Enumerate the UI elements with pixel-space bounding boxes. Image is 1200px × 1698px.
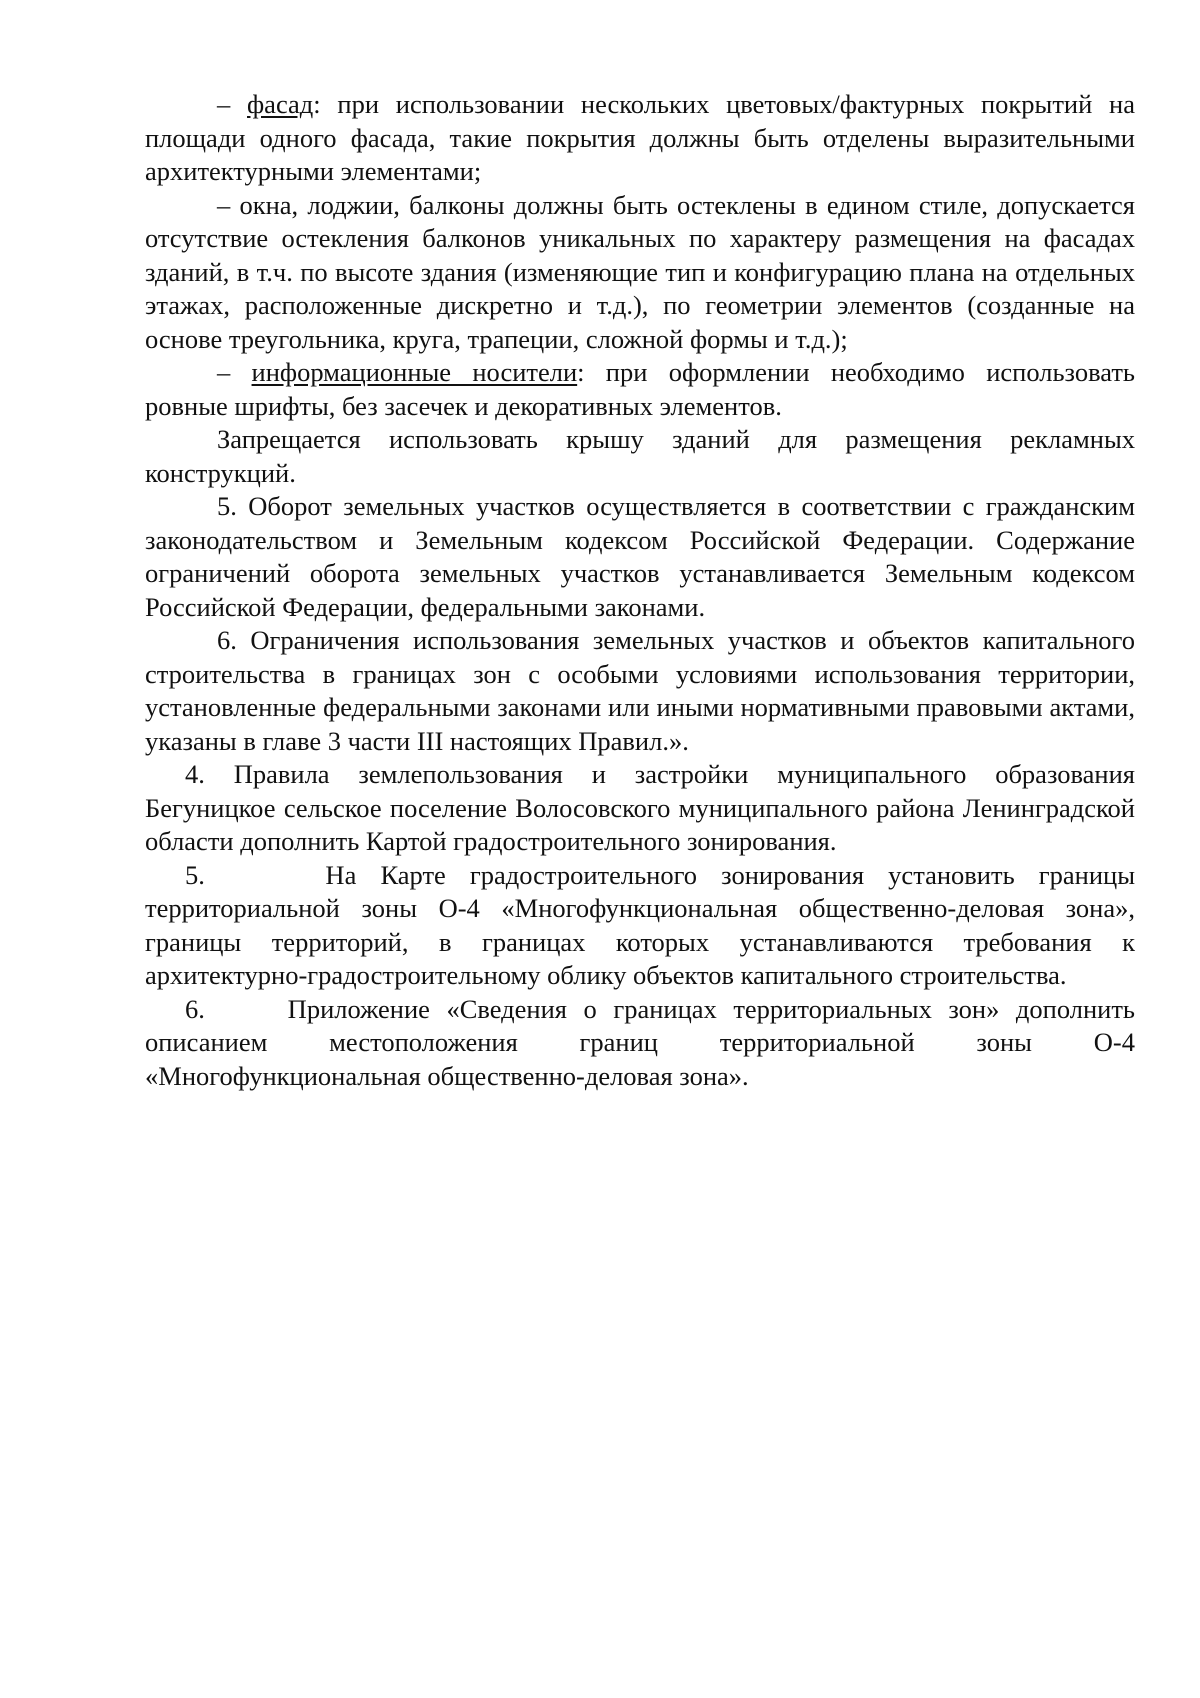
term-info-carriers: информационные носители (251, 357, 578, 387)
paragraph-facade (145, 88, 1135, 189)
paragraph-text: : при оформлении необходимо использовать ровные шрифты, без засечек и декоративных элементов. (145, 357, 1136, 421)
term-facade: фасад (247, 89, 314, 119)
paragraph-item-4-rules: 4. Правила землепользования и застройки муниципального образования Бегуницкое сельское поселение Волосовского муниципального района Ленинградской области дополнить Картой градостроительного зонирования. (145, 759, 1135, 856)
paragraph-item-6-restrictions: 6. Ограничения использования земельных участков и объектов капитального строительства в границах зон с особыми условиями использования территории, установленные федеральными законами или иными нормативными правовыми актами, указаны в главе 3 части III настоящих Правил.». (145, 625, 1135, 756)
paragraph-item-5-zoning-map: 5. На Карте градостроительного зонирования установить границы территориальной зоны О-4 «Многофункциональная общественно-деловая зона», границы территорий, в границах которых устанавливаются требования к архитектурно-градостроительному облику объектов капитального строительства. (145, 859, 1142, 990)
document-page (145, 88, 1142, 1093)
paragraph-info-carriers (145, 356, 1135, 423)
paragraph-item-5-land-turnover: 5. Оборот земельных участков осуществляется в соответствии с гражданским законодательством и Земельным кодексом Российской Федерации. Содержание ограничений оборота земельных участков устанавливается Земельным кодексом Российской Федерации, федеральными законами. (145, 491, 1135, 622)
paragraph-windows: – окна, лоджии, балконы должны быть остеклены в едином стиле, допускается отсутствие остекления балконов уникальных по характеру размещения на фасадах зданий, в т.ч. по высоте здания (изменяющие тип и конфигурацию плана на отдельных этажах, расположенные дискретно и т.д.), по геометрии элементов (созданные на основе треугольника, круга, трапеции, сложной формы и т.д.); (145, 189, 1135, 354)
paragraph-text: : при использовании нескольких цветовых/фактурных покрытий на площади одного фасада, такие покрытия должны быть отделены выразительными архитектурными элементами; (145, 89, 1135, 186)
paragraph-roof-ban: Запрещается использовать крышу зданий для размещения рекламных конструкций. (145, 424, 1135, 488)
paragraph-item-6-appendix: 6. Приложение «Сведения о границах территориальных зон» дополнить описанием местоположения границ территориальной зоны О-4 «Многофункциональная общественно-деловая зона». (145, 993, 1142, 1091)
bullet-dash: – (217, 89, 248, 119)
bullet-dash: – (217, 357, 252, 387)
